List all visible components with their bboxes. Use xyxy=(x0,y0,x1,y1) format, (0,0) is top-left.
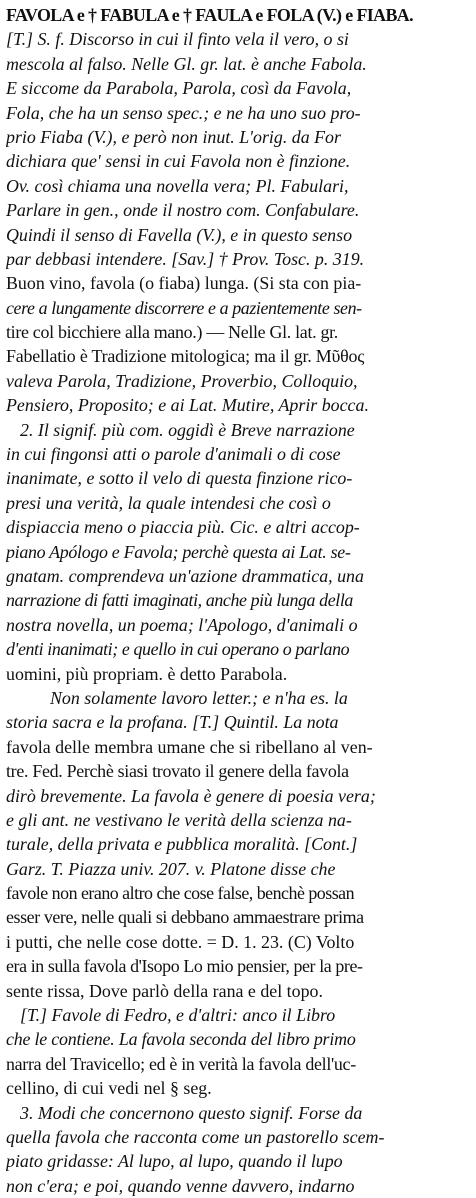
entry-line: piato gridasse: Al lupo, al lupo, quando il lupo xyxy=(6,1151,343,1172)
entry-line: favola delle membra umane che si ribellano al ven- xyxy=(6,736,373,757)
entry-line: presi una verità, la quale intendesi che così o xyxy=(6,492,331,513)
entry-line: d'enti inanimati; e quello in cui operano o parlano xyxy=(6,639,350,660)
entry-line: in cui fingonsi atti o parole d'animali o di cose xyxy=(6,444,341,465)
entry-line: Ov. così chiama una novella vera; Pl. Fabulari, xyxy=(6,175,349,196)
entry-line: Quindi il senso di Favella (V.), e in questo senso xyxy=(6,224,353,245)
entry-body xyxy=(6,27,468,1198)
entry-line: inanimate, e sotto il velo di questa finzione rico- xyxy=(6,468,353,489)
entry-line: E siccome da Parabola, Parola, così da Favola, xyxy=(6,78,352,99)
entry-line: storia sacra e la profana. [T.] Quintil. La nota xyxy=(6,712,339,733)
entry-line: dichiara que' sensi in cui Favola non è finzione. xyxy=(6,151,351,172)
entry-line: par debbasi intendere. [Sav.] † Prov. Tosc. p. 319. xyxy=(6,248,365,269)
entry-line: narrazione di fatti imaginati, anche più lunga della xyxy=(6,590,353,611)
entry-line: era in sulla favola d'Isopo Lo mio pensier, per la pre- xyxy=(6,956,363,977)
entry-line: tre. Fed. Perchè siasi trovato il genere della favola xyxy=(6,761,349,782)
entry-line: nostra novella, un poema; l'Apologo, d'animali o xyxy=(6,614,358,635)
entry-line: tire col bicchiere alla mano.) — Nelle Gl. lat. gr. xyxy=(6,322,338,343)
entry-line: quella favola che racconta come un pastorello scem- xyxy=(6,1126,385,1147)
entry-line: Garz. T. Piazza univ. 207. v. Platone disse che xyxy=(6,858,336,879)
entry-line: i putti, che nelle cose dotte. = D. 1. 23. (C) Volto xyxy=(6,931,355,952)
entry-line: [T.] S. f. Discorso in cui il finto vela il vero, o si xyxy=(6,29,349,50)
entry-line: cellino, di cui vedi nel § seg. xyxy=(6,1078,212,1099)
entry-line: non c'era; e poi, quando venne davvero, indarno xyxy=(6,1175,355,1196)
entry-line: che le contiene. La favola seconda del libro primo xyxy=(6,1029,356,1050)
entry-line: valeva Parola, Tradizione, Proverbio, Colloquio, xyxy=(6,370,358,391)
entry-line: 3. Modi che concernono questo signif. Forse da xyxy=(20,1102,363,1123)
entry-line: Parlare in gen., onde il nostro com. Confabulare. xyxy=(6,200,360,221)
entry-line: 2. Il signif. più com. oggidì è Breve narrazione xyxy=(20,419,355,440)
entry-line: sente rissa, Dove parlò della rana e del topo. xyxy=(6,980,323,1001)
entry-line: turale, della privata e pubblica moralità. [Cont.] xyxy=(6,834,358,855)
entry-line: favole non erano altro che cose false, benchè possan xyxy=(6,883,355,904)
entry-line: esser vere, nelle quali si debbano ammaestrare prima xyxy=(6,907,364,928)
entry-headword: FAVOLA e † FABULA e † FAULA e FOLA (V.) e FIABA. xyxy=(6,5,413,25)
entry-line: uomini, più propriam. è detto Parabola. xyxy=(6,663,288,684)
entry-line: dispiaccia meno o piaccia più. Cic. e altri accop- xyxy=(6,517,360,538)
entry-line: Fola, che ha un senso spec.; e ne ha uno suo pro- xyxy=(6,102,361,123)
entry-line: cere a lungamente discorrere e a pazientemente sen- xyxy=(6,297,362,318)
entry-line: narra del Travicello; ed è in verità la favola dell'uc- xyxy=(6,1053,356,1074)
entry-line: piano Apólogo e Favola; perchè questa ai Lat. se- xyxy=(6,541,351,562)
entry-line: e gli ant. ne vestivano le verità della scienza na- xyxy=(6,809,352,830)
entry-line: Fabellatio è Tradizione mitologica; ma il gr. Μῦθος xyxy=(6,346,365,367)
entry-line: Pensiero, Proposito; e ai Lat. Mutire, Aprir bocca. xyxy=(6,395,369,416)
entry-line: prio Fiaba (V.), e però non inut. L'orig. da For xyxy=(6,126,341,147)
entry-line: [T.] Favole di Fedro, e d'altri: anco il Libro xyxy=(20,1005,336,1026)
entry-line: gnatam. comprendeva un'azione drammatica, una xyxy=(6,565,364,586)
entry-line: mescola al falso. Nelle Gl. gr. lat. è anche Fabola. xyxy=(6,53,367,74)
entry-line: Non solamente lavoro letter.; e n'ha es. la xyxy=(50,687,348,708)
entry-line: dirò brevemente. La favola è genere di poesia vera; xyxy=(6,785,376,806)
entry-line: Buon vino, favola (o fiaba) lunga. (Si sta con pia- xyxy=(6,273,362,294)
